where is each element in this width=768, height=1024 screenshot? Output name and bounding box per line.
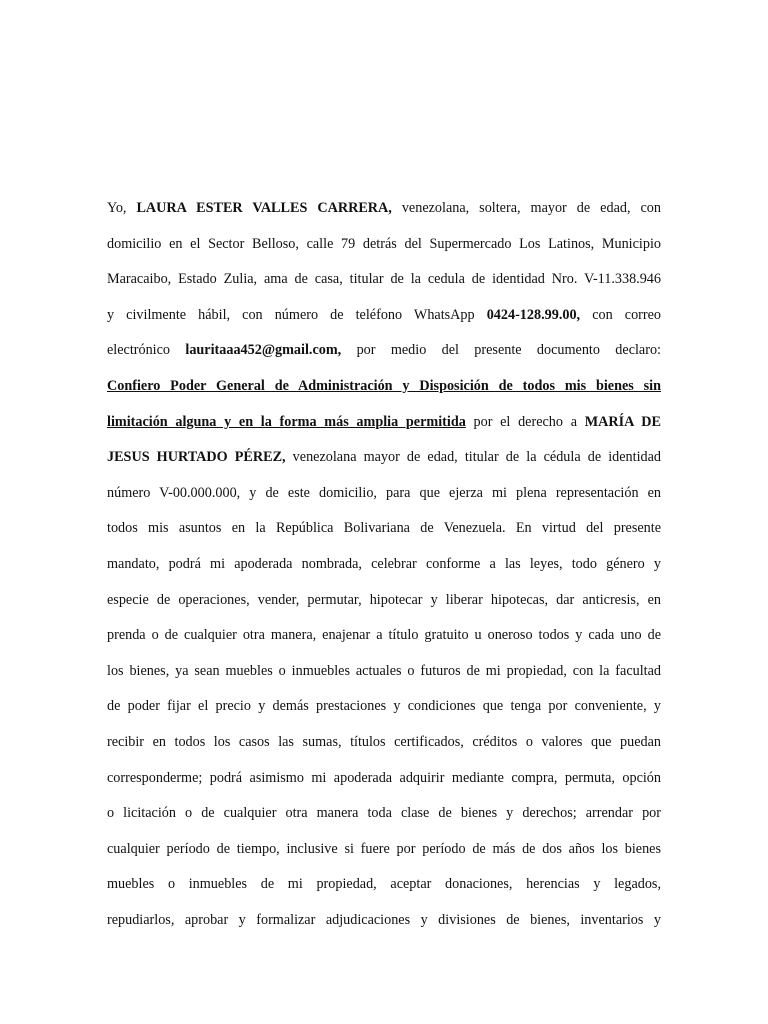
text-line [107,227,661,263]
text-run: repudiarlos, aprobar y formalizar adjudicaciones y divisiones de bienes, inventarios y [107,911,661,928]
text-line [107,689,661,725]
text-line [107,333,661,369]
text-line [107,583,661,619]
text-run: de poder fijar el precio y demás prestaciones y condiciones que tenga por conveniente, y [107,698,661,715]
text-run: especie de operaciones, vender, permutar, hipotecar y liberar hipotecas, dar anticresis, en [107,591,661,608]
text-run: Yo, [107,200,137,216]
text-line [107,369,661,405]
text-run: recibir en todos los casos las sumas, títulos certificados, créditos o valores que puedan [107,733,661,750]
text-line [107,440,661,476]
power-of-attorney-text [107,191,661,938]
text-line [107,618,661,654]
text-line [107,476,661,512]
text-line [107,725,661,761]
bold-text-run: MARÍA DE [584,413,661,430]
bold-text-run: lauritaaa452@gmail.com, [185,342,342,359]
text-run: venezolana mayor de edad, titular de la cédula de identidad [285,449,661,466]
text-run: todos mis asuntos en la República Bolivariana de Venezuela. En virtud del presente [107,520,661,537]
text-run: número V-00.000.000, y de este domicilio, para que ejerza mi plena representación en [107,484,661,501]
text-line [107,262,661,298]
bold-text-run: limitación alguna y en la forma más amplia permitida [107,413,466,430]
text-run: mandato, podrá mi apoderada nombrada, celebrar conforme a las leyes, todo género y [107,555,661,572]
text-run: muebles o inmuebles de mi propiedad, aceptar donaciones, herencias y legados, [107,876,661,893]
text-line [107,903,661,939]
text-run: venezolana, soltera, mayor de edad, con [391,200,661,216]
text-line [107,511,661,547]
text-run: Maracaibo, Estado Zulia, ama de casa, titular de la cedula de identidad Nro. V-11.338.946 [107,271,661,288]
bold-text-run: 0424-128.99.00, [486,306,581,323]
bold-text-run: JESUS HURTADO PÉREZ, [107,449,286,466]
text-line [107,832,661,868]
text-run: los bienes, ya sean muebles o inmuebles actuales o futuros de mi propiedad, con la facultad [107,662,661,679]
text-run: electrónico [107,342,186,359]
text-line [107,405,661,441]
text-run: cualquier período de tiempo, inclusive si fuere por período de más de dos años los bienes [107,840,661,857]
text-run: domicilio en el Sector Belloso, calle 79 detrás del Supermercado Los Latinos, Municipio [107,235,661,252]
text-line [107,796,661,832]
bold-text-run: LAURA ESTER VALLES CARRERA, [136,200,392,216]
text-line [107,298,661,334]
text-run: o licitación o de cualquier otra manera toda clase de bienes y derechos; arrendar por [107,805,661,822]
text-run: corresponderme; podrá asimismo mi apoderada adquirir mediante compra, permuta, opción [107,769,661,786]
text-run: prenda o de cualquier otra manera, enajenar a título gratuito u oneroso todos y cada uno de [107,627,661,644]
text-line [107,867,661,903]
text-line [107,191,661,227]
text-run: por medio del presente documento declaro: [341,342,661,359]
text-line [107,547,661,583]
text-line [107,761,661,797]
text-run: y civilmente hábil, con número de teléfono WhatsApp [107,306,487,323]
text-line [107,654,661,690]
text-run: por el derecho a [465,413,585,430]
bold-text-run: Confiero Poder General de Administración y Disposición de todos mis bienes sin [107,377,661,394]
text-run: con correo [580,306,661,323]
